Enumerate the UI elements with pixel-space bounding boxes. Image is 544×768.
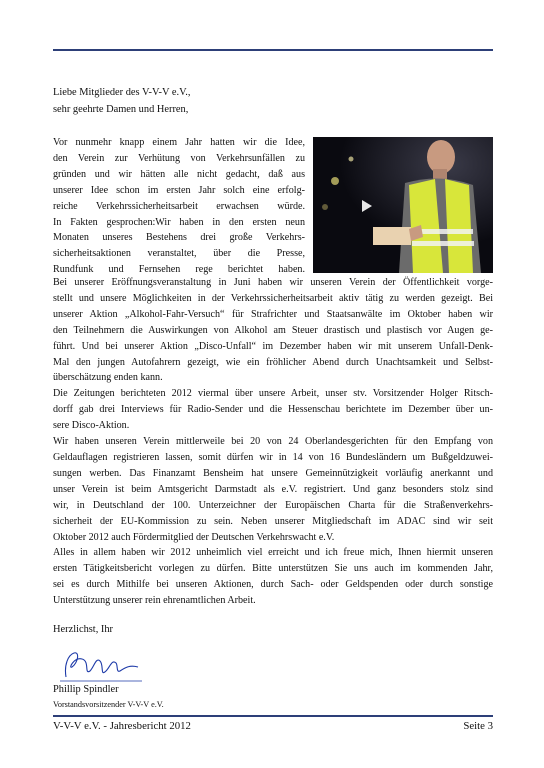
text-line: gründen und wir hätten alle nicht gedacht, daß aus [53,168,305,180]
video-thumbnail[interactable] [313,137,493,273]
text-line: sere Disco-Aktion. [53,420,130,432]
closing: Herzlichst, Ihr [53,624,114,635]
text-line: sicherheit der EU-Kommission zu sein. Neben unserer Mitgliedschaft im ADAC sind wir seit [53,515,493,527]
text-line: Wir haben unseren Verein mittlerweile bei 20 von 24 Oberlandesgerichten für den Empfang von [53,436,493,448]
play-icon[interactable] [361,199,373,213]
paragraph [53,545,493,609]
text-line: unser Verein ist beim Amtsgericht Darmstadt als e.V. registriert. Und ganz besonders stolz sind [53,483,493,495]
text-line: den Teilnehmern die Auswirkungen von Alkohol am Steuer drastisch und plastisch vor Augen ge- [53,324,493,336]
text-line: sicherheitsaktionen veranstaltet, über die Presse, [53,248,305,260]
body-text [53,275,493,609]
text-line: ersten Tätigkeitsbericht vorlegen zu dürfen. Bitte unterstützen Sie uns auch im kommenden Jahr, [53,563,493,575]
text-line: unserer Aktion „Alkohol-Fahr-Versuch“ für Strafrichter und Staatsanwälte im Oktober haben wir [53,308,493,320]
text-line: überschätzung enden kann. [53,372,163,384]
text-line: Monaten unseres Bestehens drei große Verkehrs- [53,232,305,244]
header-rule [53,49,493,51]
text-line: stellt und unsere Möglichkeiten in der Verkehrssicherheitsarbeit aktiv tätig zu werden gezeigt. Bei [53,292,493,304]
text-line: Oktober 2012 auch Fördermitglied der Deutschen Verkehrswacht e.V. [53,531,335,543]
page-number: Seite 3 [463,720,493,732]
text-line: den Verein zur Verhütung von Verkehrsunfällen zu [53,152,305,164]
text-line: Die Zeitungen berichteten 2012 viermal über unsere Arbeit, unser stv. Vorsitzender Holger Ritsch- [53,388,493,400]
paragraph [53,386,493,434]
text-line: Vor nunmehr knapp einem Jahr hatten wir die Idee, [53,137,305,148]
signer-role: Vorstandsvorsitzender V-V-V e.V. [53,700,164,709]
text-line: sei es durch Mithilfe bei unseren Aktionen, durch Sach- oder Geldspenden oder durch sonstige [53,579,493,591]
signer-name: Phillip Spindler [53,684,119,695]
paragraph [53,275,493,386]
footer-title: V-V-V e.V. - Jahresbericht 2012 [53,720,191,732]
paragraph [53,434,493,545]
greeting [53,84,190,118]
intro-paragraph [53,135,305,278]
text-line: wir, in Deutschland der 100. Unterzeichner der Europäischen Charta für die Straßenverkehrs- [53,499,493,511]
text-line: reiche Verkehrssicherheitsarbeit erwachsen würde. [53,200,305,212]
text-line: Unterstützung unserer rein ehrenamtlichen Arbeit. [53,595,256,607]
text-line: unserer Idee schon im ersten Jahr solch eine erfolg- [53,184,305,196]
text-line: Rundfunk und Fernsehen rege berichtet haben. [53,264,305,276]
signature-image [60,647,150,683]
video-frame-image [313,137,493,273]
text-line: Mal den jungen Autofahrern gezeigt, wie ein fröhlicher Abend durch Unachtsamkeit und Selbst- [53,356,493,368]
text-line: Geldauflagen registrieren lassen, somit dürfen wir in 14 von 16 Bundesländern um Bußgeldzuwei- [53,451,493,463]
text-line: Bei unserer Eröffnungsveranstaltung in Juni haben wir unseren Verein der Öffentlichkeit vorge- [53,277,493,288]
footer-rule [53,715,493,717]
text-line: führt. Und bei unserer Aktion „Disco-Unfall“ im Dezember haben wir mit unserem Unfall-Denk- [53,340,493,352]
greeting-line: sehr geehrte Damen und Herren, [53,104,189,115]
greeting-line: Liebe Mitglieder des V-V-V e.V., [53,87,191,98]
text-line: dorff gab drei Interviews für Radio-Sender und die Hessenschau berichtete im Dezember über un- [53,404,493,416]
text-line: Alles in allem haben wir 2012 unheimlich viel erreicht und ich freue mich, Ihnen hiermit unseren [53,547,493,559]
text-line: sungen werben. Das Finanzamt Bensheim hat unsere Gemeinnützigkeit vorläufig anerkannt und [53,467,493,479]
text-line: In Fakten gesprochen:Wir haben in den ersten neun [53,216,305,228]
